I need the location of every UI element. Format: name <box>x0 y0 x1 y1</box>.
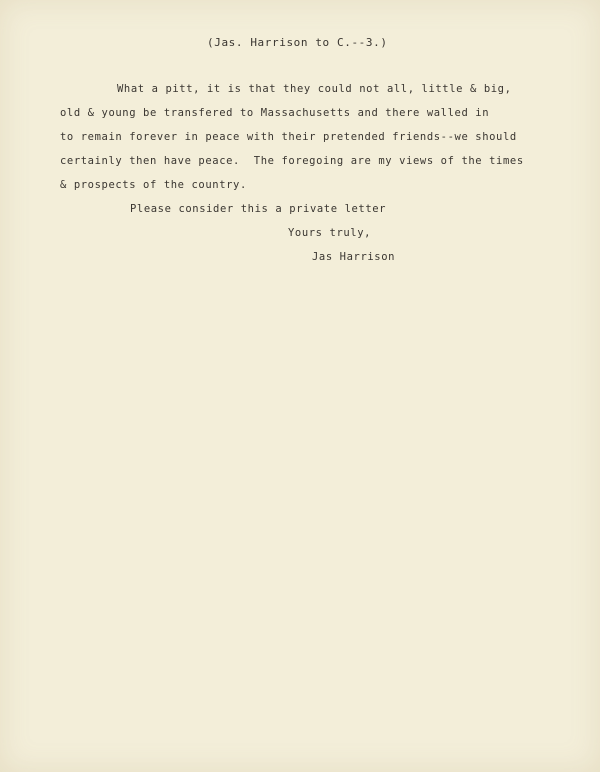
signature-line: Jas Harrison <box>312 251 396 263</box>
body-line-2: old & young be transfered to Massachusetts and there walled in <box>60 107 490 119</box>
letter-heading: (Jas. Harrison to C.--3.) <box>207 36 388 49</box>
postscript-line: Please consider this a private letter <box>130 203 387 215</box>
body-line-3: to remain forever in peace with their pretended friends--we should <box>60 131 517 143</box>
closing-line: Yours truly, <box>288 227 372 239</box>
body-line-1: What a pitt, it is that they could not all, little & big, <box>117 83 512 95</box>
body-line-4: certainly then have peace. The foregoing are my views of the times <box>60 155 524 167</box>
body-line-5: & prospects of the country. <box>60 179 247 191</box>
